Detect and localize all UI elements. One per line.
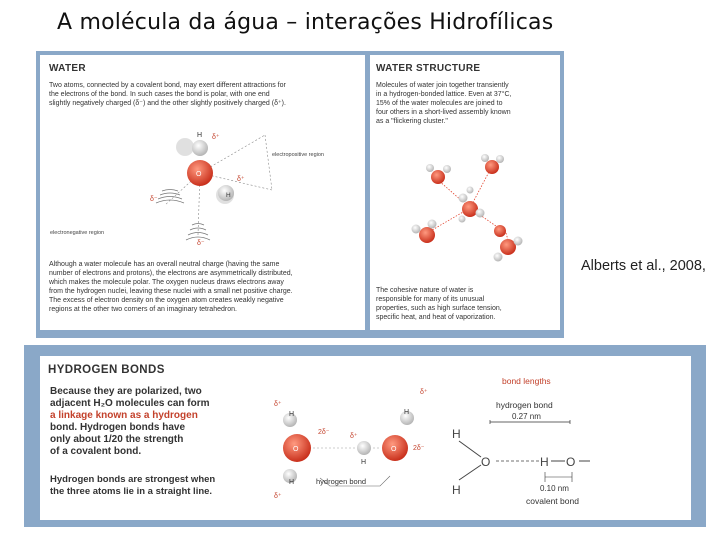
svg-text:H: H [289,411,295,418]
hb-text2-line: Hydrogen bonds are strongest when [50,474,216,485]
water-body-line: from the hydrogen nuclei, leaving these nuclei with a small net positive charge. [49,288,293,295]
svg-text:O: O [391,446,397,453]
covalent-length: 0.10 nm [540,484,569,493]
covalent-bond-label: covalent bond [526,496,579,506]
slide-title: A molécula da água – interações Hidrofílicas [57,10,554,35]
hb-text-line: adjacent H₂O molecules can form [50,398,210,409]
bond-length-schematic [450,420,600,500]
svg-text:O: O [293,446,299,453]
water-body-line: The excess of electron density on the oxygen atom creates weakly negative [49,297,284,304]
hydrogen-bond-caption: hydrogen bond [316,477,367,486]
structure-intro-line: in a hydrogen-bonded lattice. Even at 37°C, [376,91,512,98]
water-oxygen [419,227,435,243]
svg-text:H: H [289,479,295,486]
water-body-line: number of electrons and protons), the electrons are asymmetrically distributed, [49,270,293,277]
svg-text:H: H [452,427,461,441]
svg-text:O: O [481,455,491,469]
water-body-line: regions at the other two corners of an imaginary tetrahedron. [49,306,237,313]
hydrogen-atom [192,140,208,156]
water-figure-panel [36,51,564,338]
hb-text2-line: the three atoms lie in a straight line. [50,486,213,497]
water-oxygen [431,170,445,184]
svg-text:H: H [540,455,549,469]
hydrogen-bond-label: hydrogen bond [496,400,553,410]
water-heading: WATER [49,63,86,74]
structure-intro-line: 15% of the water molecules are joined to [376,100,503,107]
hb-text-line: Because they are polarized, two [50,386,202,397]
svg-text:H: H [404,409,410,416]
hb-text-line: of a covalent bond. [50,446,142,457]
water-intro-line: the electrons of the bond. In such cases the bond is polar, with one end [49,91,270,98]
svg-text:δ⁻: δ⁻ [197,240,205,247]
svg-text:H: H [452,483,461,497]
svg-text:δ⁺: δ⁺ [420,389,428,396]
water-oxygen [462,201,478,217]
structure-intro-line: as a "flickering cluster." [376,118,448,125]
svg-text:δ⁺: δ⁺ [350,433,358,440]
structure-body-line: specific heat, and heat of vaporization. [376,314,496,321]
svg-text:δ⁺: δ⁺ [212,134,220,141]
hb-text-line: a linkage known as a hydrogen [50,410,198,421]
svg-text:δ⁺: δ⁺ [274,401,282,408]
hb-text-line: only about 1/20 the strength [50,434,184,445]
svg-text:H: H [197,132,203,139]
water-structure-heading: WATER STRUCTURE [376,63,481,74]
structure-body-line: responsible for many of its unusual [376,296,485,303]
svg-text:O: O [566,455,576,469]
structure-body-line: The cohesive nature of water is [376,287,474,294]
water-oxygen [494,225,506,237]
structure-body-line: properties, such as high surface tension, [376,305,502,312]
svg-text:2δ⁻: 2δ⁻ [318,429,330,436]
svg-text:H: H [226,192,231,199]
hydrogen-bond-molecules-diagram [240,358,430,518]
electronegative-label: electronegative region [50,230,105,236]
structure-intro-line: Molecules of water join together transiently [376,82,509,89]
water-intro-line: slightly negatively charged (δ⁻) and the other slightly positively charged (δ⁺). [49,100,286,107]
bond-lengths-label: bond lengths [502,376,551,386]
svg-text:2δ⁻: 2δ⁻ [413,445,425,452]
svg-text:δ⁺: δ⁺ [237,176,245,183]
water-intro-line: Two atoms, connected by a covalent bond, may exert different attractions for [49,82,286,89]
water-body-line: which makes the molecule polar. The oxygen nucleus draws electrons away [49,279,284,286]
water-body-line: Although a water molecule has an overall neutral charge (having the same [49,261,280,268]
water-oxygen [485,160,499,174]
hydrogen-bonds-panel [24,345,706,527]
structure-intro-line: four others in a short-lived assembly known [376,109,511,116]
svg-text:H: H [361,459,367,466]
hydrogen-bonds-box [40,356,691,520]
electropositive-label: electropositive region [272,152,324,158]
hbond-length: 0.27 nm [512,412,541,421]
flickering-cluster-diagram [370,135,560,275]
water-box [40,55,365,330]
svg-text:δ⁺: δ⁺ [274,493,282,500]
svg-text:O: O [196,171,202,178]
svg-text:δ⁻: δ⁻ [150,196,158,203]
hydrogen-atom [357,441,371,455]
hydrogen-bonds-heading: HYDROGEN BONDS [48,364,165,376]
water-structure-box [370,55,560,330]
citation: Alberts et al., 2008, [581,258,706,274]
hb-text-line: bond. Hydrogen bonds have [50,422,186,433]
